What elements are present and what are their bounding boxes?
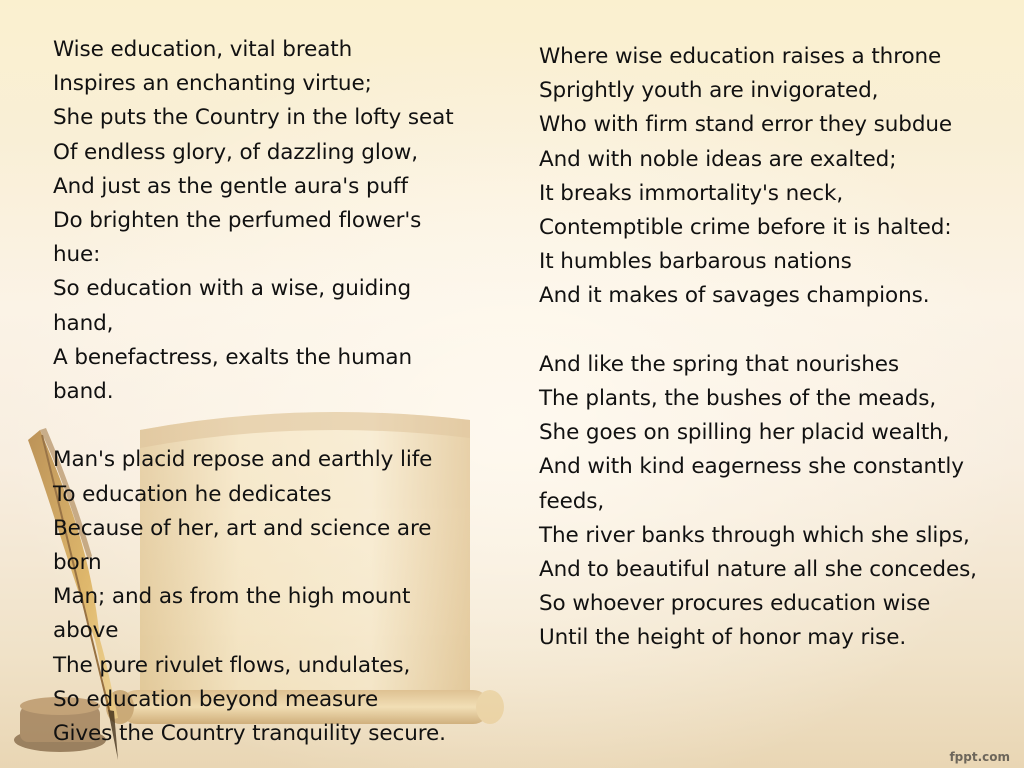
- poem-line: Because of her, art and science are: [53, 515, 432, 541]
- poem-line: And to beautiful nature all she concedes,: [539, 557, 977, 583]
- poem-line: The river banks through which she slips,: [539, 522, 970, 548]
- poem-line: hue:: [53, 242, 101, 268]
- poem-line: hand,: [53, 310, 114, 336]
- poem-line: Sprightly youth are invigorated,: [539, 78, 879, 104]
- poem-line: Man; and as from the high mount: [53, 584, 411, 610]
- poem-line: And with noble ideas are exalted;: [539, 146, 897, 172]
- poem-line: And with kind eagerness she constantly: [539, 454, 964, 480]
- poem-line: So education beyond measure: [53, 686, 379, 712]
- footer-brand-watermark: fppt.com: [949, 750, 1010, 764]
- stanza-break: [53, 409, 493, 443]
- poem-line: Inspires an enchanting virtue;: [53, 71, 372, 97]
- poem-line: So whoever procures education wise: [539, 591, 931, 617]
- poem-line: And just as the gentle aura's puff: [53, 173, 408, 199]
- poem-right-column: [539, 40, 1009, 656]
- poem-line: The plants, the bushes of the meads,: [539, 386, 937, 412]
- poem-line: And it makes of savages champions.: [539, 283, 930, 309]
- poem-line: Of endless glory, of dazzling glow,: [53, 139, 418, 165]
- poem-line: To education he dedicates: [53, 481, 332, 507]
- poem-left-column: [53, 33, 493, 751]
- poem-line: born: [53, 550, 102, 576]
- poem-line: A benefactress, exalts the human: [53, 344, 413, 370]
- poem-line: Until the height of honor may rise.: [539, 625, 907, 651]
- stanza-break: [539, 314, 1009, 348]
- poem-line: Who with firm stand error they subdue: [539, 112, 953, 138]
- poem-line: Do brighten the perfumed flower's: [53, 208, 422, 234]
- poem-line: It humbles barbarous nations: [539, 249, 852, 275]
- poem-line: So education with a wise, guiding: [53, 276, 412, 302]
- poem-line: Gives the Country tranquility secure.: [53, 721, 446, 747]
- poem-line: The pure rivulet flows, undulates,: [53, 652, 411, 678]
- poem-line: Wise education, vital breath: [53, 37, 353, 62]
- poem-line: feeds,: [539, 488, 605, 514]
- poem-line: It breaks immortality's neck,: [539, 180, 844, 206]
- poem-line: band.: [53, 379, 114, 405]
- poem-line: Where wise education raises a throne: [539, 44, 942, 69]
- poem-line: above: [53, 618, 119, 644]
- poem-line: Contemptible crime before it is halted:: [539, 215, 952, 241]
- poem-line: And like the spring that nourishes: [539, 351, 899, 377]
- poem-line: Man's placid repose and earthly life: [53, 447, 433, 473]
- poem-line: She goes on spilling her placid wealth,: [539, 420, 950, 446]
- poem-line: She puts the Country in the lofty seat: [53, 105, 454, 131]
